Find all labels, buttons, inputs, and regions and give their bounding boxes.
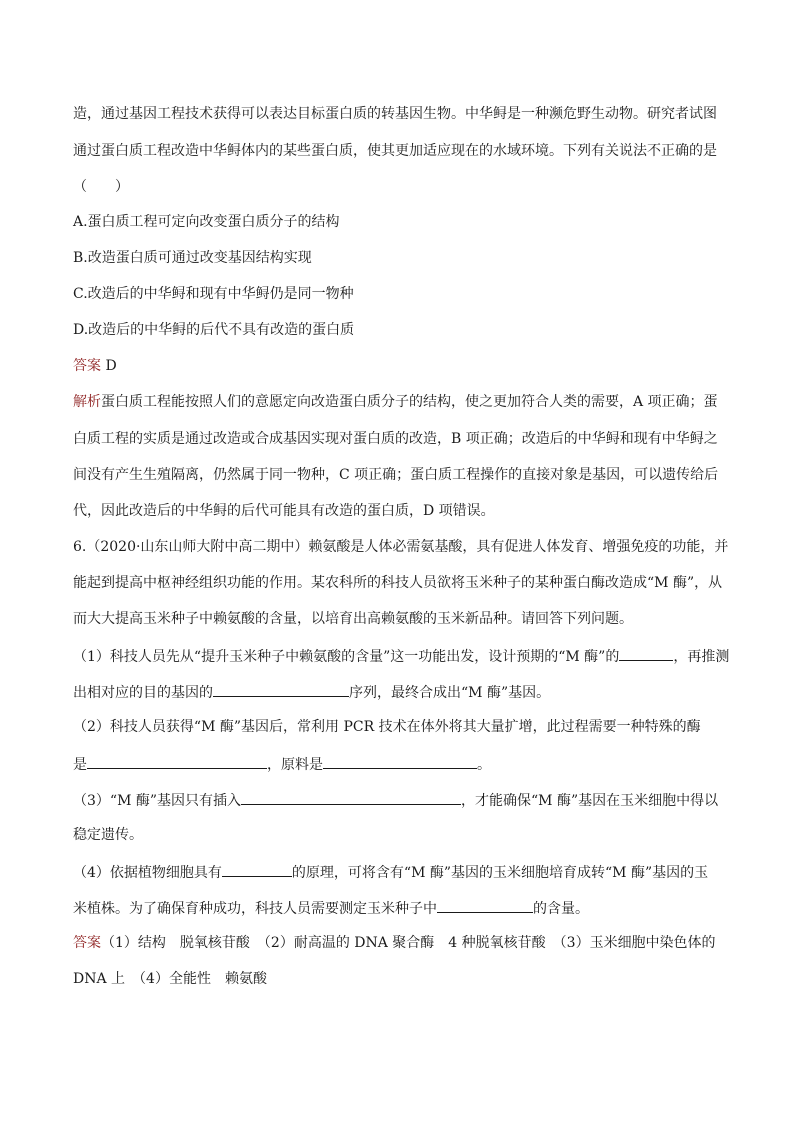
- q6-part1-text-a: （1）科技人员先从“提升玉米种子中赖氨酸的含量”这一功能出发，设计预期的“M 酶”的: [73, 649, 620, 665]
- q6-part4-blank-2[interactable]: [437, 897, 533, 913]
- q5-answer-value: D: [105, 358, 117, 374]
- q5-option-b: B.改造蛋白质可通过改变基因结构实现: [73, 250, 312, 266]
- q6-part4-line-2: [73, 897, 589, 917]
- q5-analysis-line-2: 白质工程的实质是通过改造或合成基因实现对蛋白质的改造，B 项正确；改造后的中华鲟和现有中华鲟之: [73, 431, 718, 447]
- q6-answer-label: 答案: [73, 935, 101, 951]
- q5-option-a: A.蛋白质工程可定向改变蛋白质分子的结构: [73, 214, 340, 230]
- q6-part2-text-c: ，原料是: [267, 757, 323, 773]
- q6-part1-blank-1[interactable]: [619, 645, 673, 661]
- q6-answer-line-1: [73, 933, 716, 953]
- q6-stem-line-3: 而大大提高玉米种子中赖氨酸的含量，以培育出高赖氨酸的玉米新品种。请回答下列问题。: [73, 611, 633, 627]
- q5-stem-line-2: 通过蛋白质工程改造中华鲟体内的某些蛋白质，使其更加适应现在的水域环境。下列有关说法不正确的是: [73, 143, 717, 159]
- q6-part3-text-a: （3）“M 酶”基因只有插入: [73, 793, 242, 809]
- q6-part4-line-1: [73, 861, 708, 881]
- q6-part1-line-1: [73, 645, 729, 665]
- q5-analysis-line-4: 代，因此改造后的中华鲟的后代可能具有改造的蛋白质，D 项错误。: [73, 503, 495, 519]
- q5-answer: [73, 356, 117, 376]
- q6-part3-blank-1[interactable]: [241, 789, 461, 805]
- q5-analysis-line-3: 间没有产生生殖隔离，仍然属于同一物种，C 项正确；蛋白质工程操作的直接对象是基因，可以遗传给后: [73, 467, 719, 483]
- q6-part2-text-b: 是: [73, 757, 87, 773]
- q6-part4-text-d: 的含量。: [533, 901, 589, 917]
- q6-part4-text-c: 米植株。为了确保育种成功，科技人员需要测定玉米种子中: [73, 901, 437, 917]
- q6-part2-text-d: 。: [477, 757, 491, 773]
- q5-analysis-label: 解析: [73, 394, 101, 410]
- q6-stem-line-2: 能起到提高中枢神经组织功能的作用。某农科所的科技人员欲将玉米种子的某种蛋白酶改造成“M 酶”，从: [73, 575, 723, 591]
- q6-part4-text-a: （4）依据植物细胞具有: [73, 865, 222, 881]
- q6-part3-line-1: [73, 789, 718, 809]
- q6-part1-text-d: 序列，最终合成出“M 酶”基因。: [349, 685, 551, 701]
- q6-part2-line-1: （2）科技人员获得“M 酶”基因后，常利用 PCR 技术在体外将其大量扩增，此过程需要一种特殊的酶: [73, 719, 701, 735]
- q5-option-c: C.改造后的中华鲟和现有中华鲟仍是同一物种: [73, 286, 354, 302]
- q6-part4-text-b: 的原理，可将含有“M 酶”基因的玉米细胞培育成转“M 酶”基因的玉: [291, 865, 709, 881]
- q6-part1-line-2: [73, 681, 550, 701]
- q5-answer-label: 答案: [73, 358, 101, 374]
- q6-part4-blank-1[interactable]: [222, 861, 292, 877]
- q6-answer-text-1: （1）结构 脱氧核苷酸 （2）耐高温的 DNA 聚合酶 4 种脱氧核苷酸 （3）玉米细胞中染色体的: [101, 935, 716, 951]
- q6-part2-line-2: [73, 753, 491, 773]
- q5-analysis-text-1: 蛋白质工程能按照人们的意愿定向改造蛋白质分子的结构，使之更加符合人类的需要，A 项正确；蛋: [101, 394, 718, 410]
- q6-part1-blank-2[interactable]: [213, 681, 349, 697]
- q6-part2-blank-2[interactable]: [323, 753, 477, 769]
- q5-stem-line-1: 造，通过基因工程技术获得可以表达目标蛋白质的转基因生物。中华鲟是一种濒危野生动物。研究者试图: [73, 106, 717, 122]
- q5-stem-bracket: （ ）: [73, 179, 129, 195]
- q6-part1-text-c: 出相对应的目的基因的: [73, 685, 213, 701]
- q6-part2-blank-1[interactable]: [87, 753, 267, 769]
- q6-part3-text-b: ，才能确保“M 酶”基因在玉米细胞中得以: [461, 793, 719, 809]
- q6-part3-line-2: 稳定遗传。: [73, 827, 143, 843]
- q6-stem-line-1: 6.（2020·山东山师大附中高二期中）赖氨酸是人体必需氨基酸，具有促进人体发育、增强免疫的功能，并: [73, 539, 729, 555]
- q6-part1-text-b: ，再推测: [673, 649, 730, 665]
- q6-answer-line-2: DNA 上 （4）全能性 赖氨酸: [73, 971, 267, 987]
- q5-analysis-line-1: [73, 392, 718, 412]
- q5-option-d: D.改造后的中华鲟的后代不具有改造的蛋白质: [73, 322, 355, 338]
